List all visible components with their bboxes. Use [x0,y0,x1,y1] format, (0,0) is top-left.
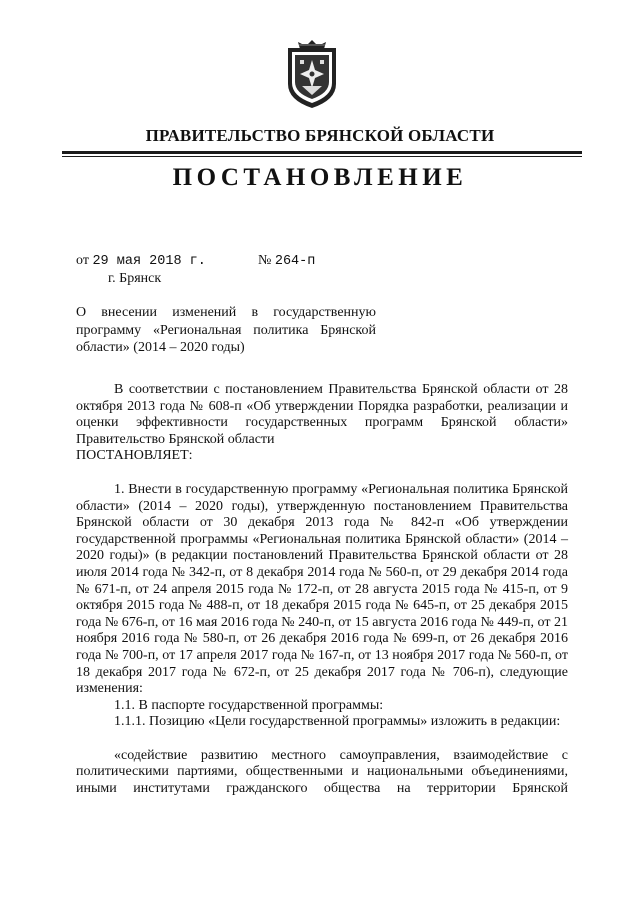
item-1-paragraph: 1. Внести в государственную программу «Региональная политика Брянской области» (2014 – 2020 годы), утвержденную постановлением Правительства Брянской области от 30 декабря 2013 года № 842-п «Об утверждении государственной программы «Региональная политика Брянской области» (2014 – 2020 годы)» (в редакции постановлений Правительства Брянской области от 28 июля 2014 года № 342-п, от 8 декабря 2014 года № 560-п, от 29 декабря 2014 года № 671-п, от 24 апреля 2015 года № 172-п, от 28 августа 2015 года № 415-п, от 9 октября 2015 года № 488-п, от 18 декабря 2015 года № 645-п, от 25 декабря 2015 года № 676-п, от 16 мая 2016 года № 240-п, от 15 августа 2016 года № 449-п, от 21 ноября 2016 года № 580-п, от 26 декабря 2016 года № 699-п, от 26 декабря 2016 года № 700-п, от 17 апреля 2017 года № 167-п, от 13 ноября 2017 года № 560-п, от 18 декабря 2017 года № 672-п, от 25 декабря 2017 года № 706-п), следующие изменения: [76,481,568,697]
document-number [258,253,315,269]
document-type-title: ПОСТАНОВЛЕНИЕ [172,164,468,191]
organization-title: ПРАВИТЕЛЬСТВО БРЯНСКОЙ ОБЛАСТИ [145,126,495,145]
document-city: г. Брянск [108,271,162,286]
date-prefix: от [76,253,89,268]
bryansk-coat-of-arms-icon [282,38,342,110]
preamble-paragraph: В соответствии с постановлением Правительства Брянской области от 28 октября 2013 года № 608-п «Об утверждении Порядка разработки, реализации и оценки эффективности государственных программ Брянской области» Правительство Брянской области [76,382,568,447]
document-date [76,253,206,269]
number-value: 264-п [274,254,316,269]
document-subject: О внесении изменений в государственную программу «Региональная политика Брянской области» (2014 – 2020 годы) [76,305,376,355]
number-prefix: № [258,253,272,268]
decree-word: ПОСТАНОВЛЯЕТ: [76,448,193,464]
item-1-1-1-paragraph: 1.1.1. Позицию «Цели государственной программы» изложить в редакции: [114,714,561,730]
quote-paragraph: «содействие развитию местного самоуправления, взаимодействие с политическими партиями, общественными и национальными объединениями, иными институтами гражданского общества на территории Брянской [76,747,568,797]
item-1-1-paragraph: 1.1. В паспорте государственной программы: [114,697,384,713]
header-rule-thin [62,156,582,157]
document-body [76,382,568,798]
date-value: 29 мая 2018 г. [92,254,206,269]
header-rule-thick [62,151,582,154]
